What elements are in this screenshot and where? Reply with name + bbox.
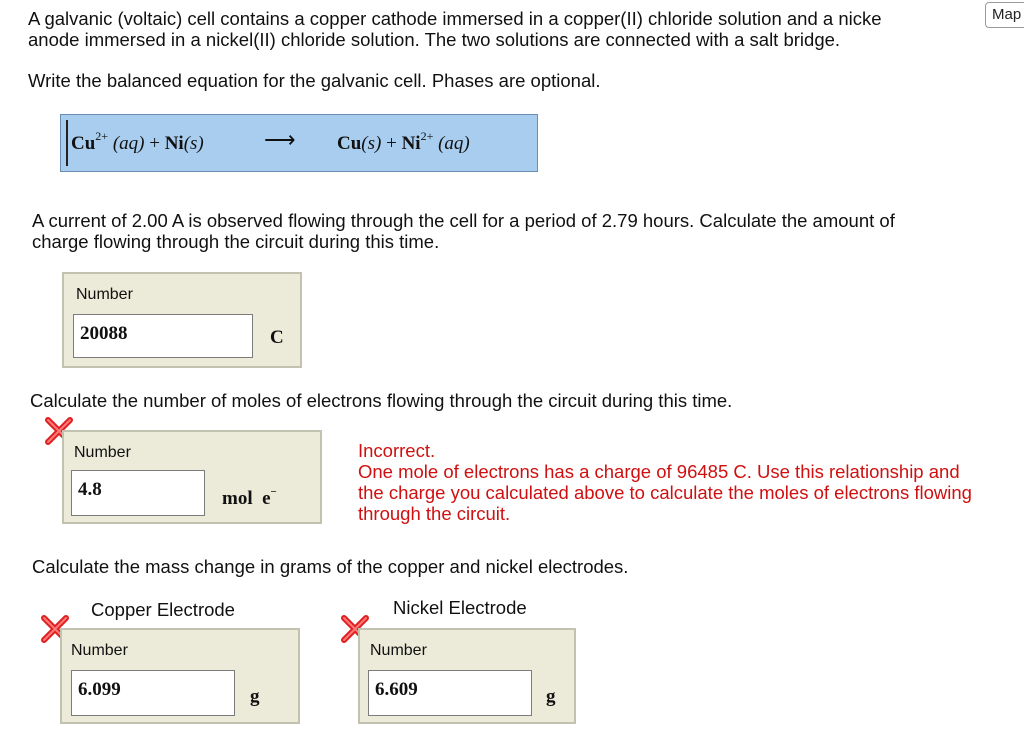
- reactant-metal-phase: (s): [183, 133, 204, 154]
- copper-electrode-title: Copper Electrode: [91, 599, 235, 620]
- reactant-ion: Cu: [71, 133, 96, 154]
- question2-prompt-line-2: charge flowing through the circuit during this time.: [32, 231, 440, 252]
- plus-sign-2: +: [386, 133, 397, 154]
- intro-line-2: anode immersed in a nickel(II) chloride solution. The two solutions are connected with a salt bridge.: [28, 29, 841, 50]
- plus-sign-1: +: [149, 133, 160, 154]
- nickel-answer-panel: [358, 628, 576, 724]
- equation-reactants: [71, 129, 204, 155]
- intro-line-1: A galvanic (voltaic) cell contains a copper cathode immersed in a copper(II) chloride solution and a nicke: [28, 8, 882, 29]
- product-metal-phase: (s): [361, 133, 382, 154]
- reaction-arrow-icon: ⟶: [264, 127, 296, 152]
- nickel-number-label: Number: [370, 642, 427, 659]
- reactant-ion-phase: (aq): [112, 133, 145, 154]
- feedback-body: One mole of electrons has a charge of 96485 C. Use this relationship and the charge you calculated above to calculate the moles of electrons flowing through the circuit.: [358, 461, 972, 524]
- moles-input[interactable]: 4.8: [71, 470, 205, 516]
- copper-answer-panel: [60, 628, 300, 724]
- question4-prompt: Calculate the mass change in grams of the copper and nickel electrodes.: [32, 556, 629, 577]
- copper-number-label: Number: [71, 642, 128, 659]
- charge-answer-panel: [62, 272, 302, 368]
- text-cursor: [66, 120, 68, 166]
- equation-input[interactable]: [60, 114, 538, 172]
- electron-charge-sup: −: [270, 486, 277, 498]
- moles-number-label: Number: [74, 444, 131, 461]
- copper-mass-unit: g: [250, 686, 260, 707]
- product-metal: Cu: [337, 133, 362, 154]
- product-ion-charge: 2+: [420, 129, 434, 143]
- nickel-mass-unit: g: [546, 686, 556, 707]
- moles-unit-text: mol e: [222, 488, 271, 509]
- question2-prompt-line-1: A current of 2.00 A is observed flowing through the cell for a period of 2.79 hours. Calculate the amount of: [32, 210, 895, 231]
- feedback-title: Incorrect.: [358, 440, 436, 461]
- nickel-mass-input[interactable]: 6.609: [368, 670, 532, 716]
- product-ion-phase: (aq): [438, 133, 470, 154]
- question3-prompt: Calculate the number of moles of electrons flowing through the circuit during this time.: [30, 390, 733, 411]
- equation-products: [337, 129, 470, 155]
- charge-unit: C: [270, 327, 284, 348]
- charge-number-label: Number: [76, 286, 133, 303]
- moles-unit: [222, 486, 277, 510]
- charge-input[interactable]: 20088: [73, 314, 253, 358]
- moles-answer-panel: [62, 430, 322, 524]
- reactant-ion-charge: 2+: [95, 129, 109, 143]
- moles-feedback: [358, 440, 978, 524]
- nickel-electrode-title: Nickel Electrode: [393, 597, 527, 618]
- question1-prompt: Write the balanced equation for the galvanic cell. Phases are optional.: [28, 70, 601, 91]
- copper-mass-input[interactable]: 6.099: [71, 670, 235, 716]
- map-button[interactable]: Map: [985, 2, 1024, 28]
- reactant-metal: Ni: [164, 133, 184, 154]
- product-ion: Ni: [401, 133, 421, 154]
